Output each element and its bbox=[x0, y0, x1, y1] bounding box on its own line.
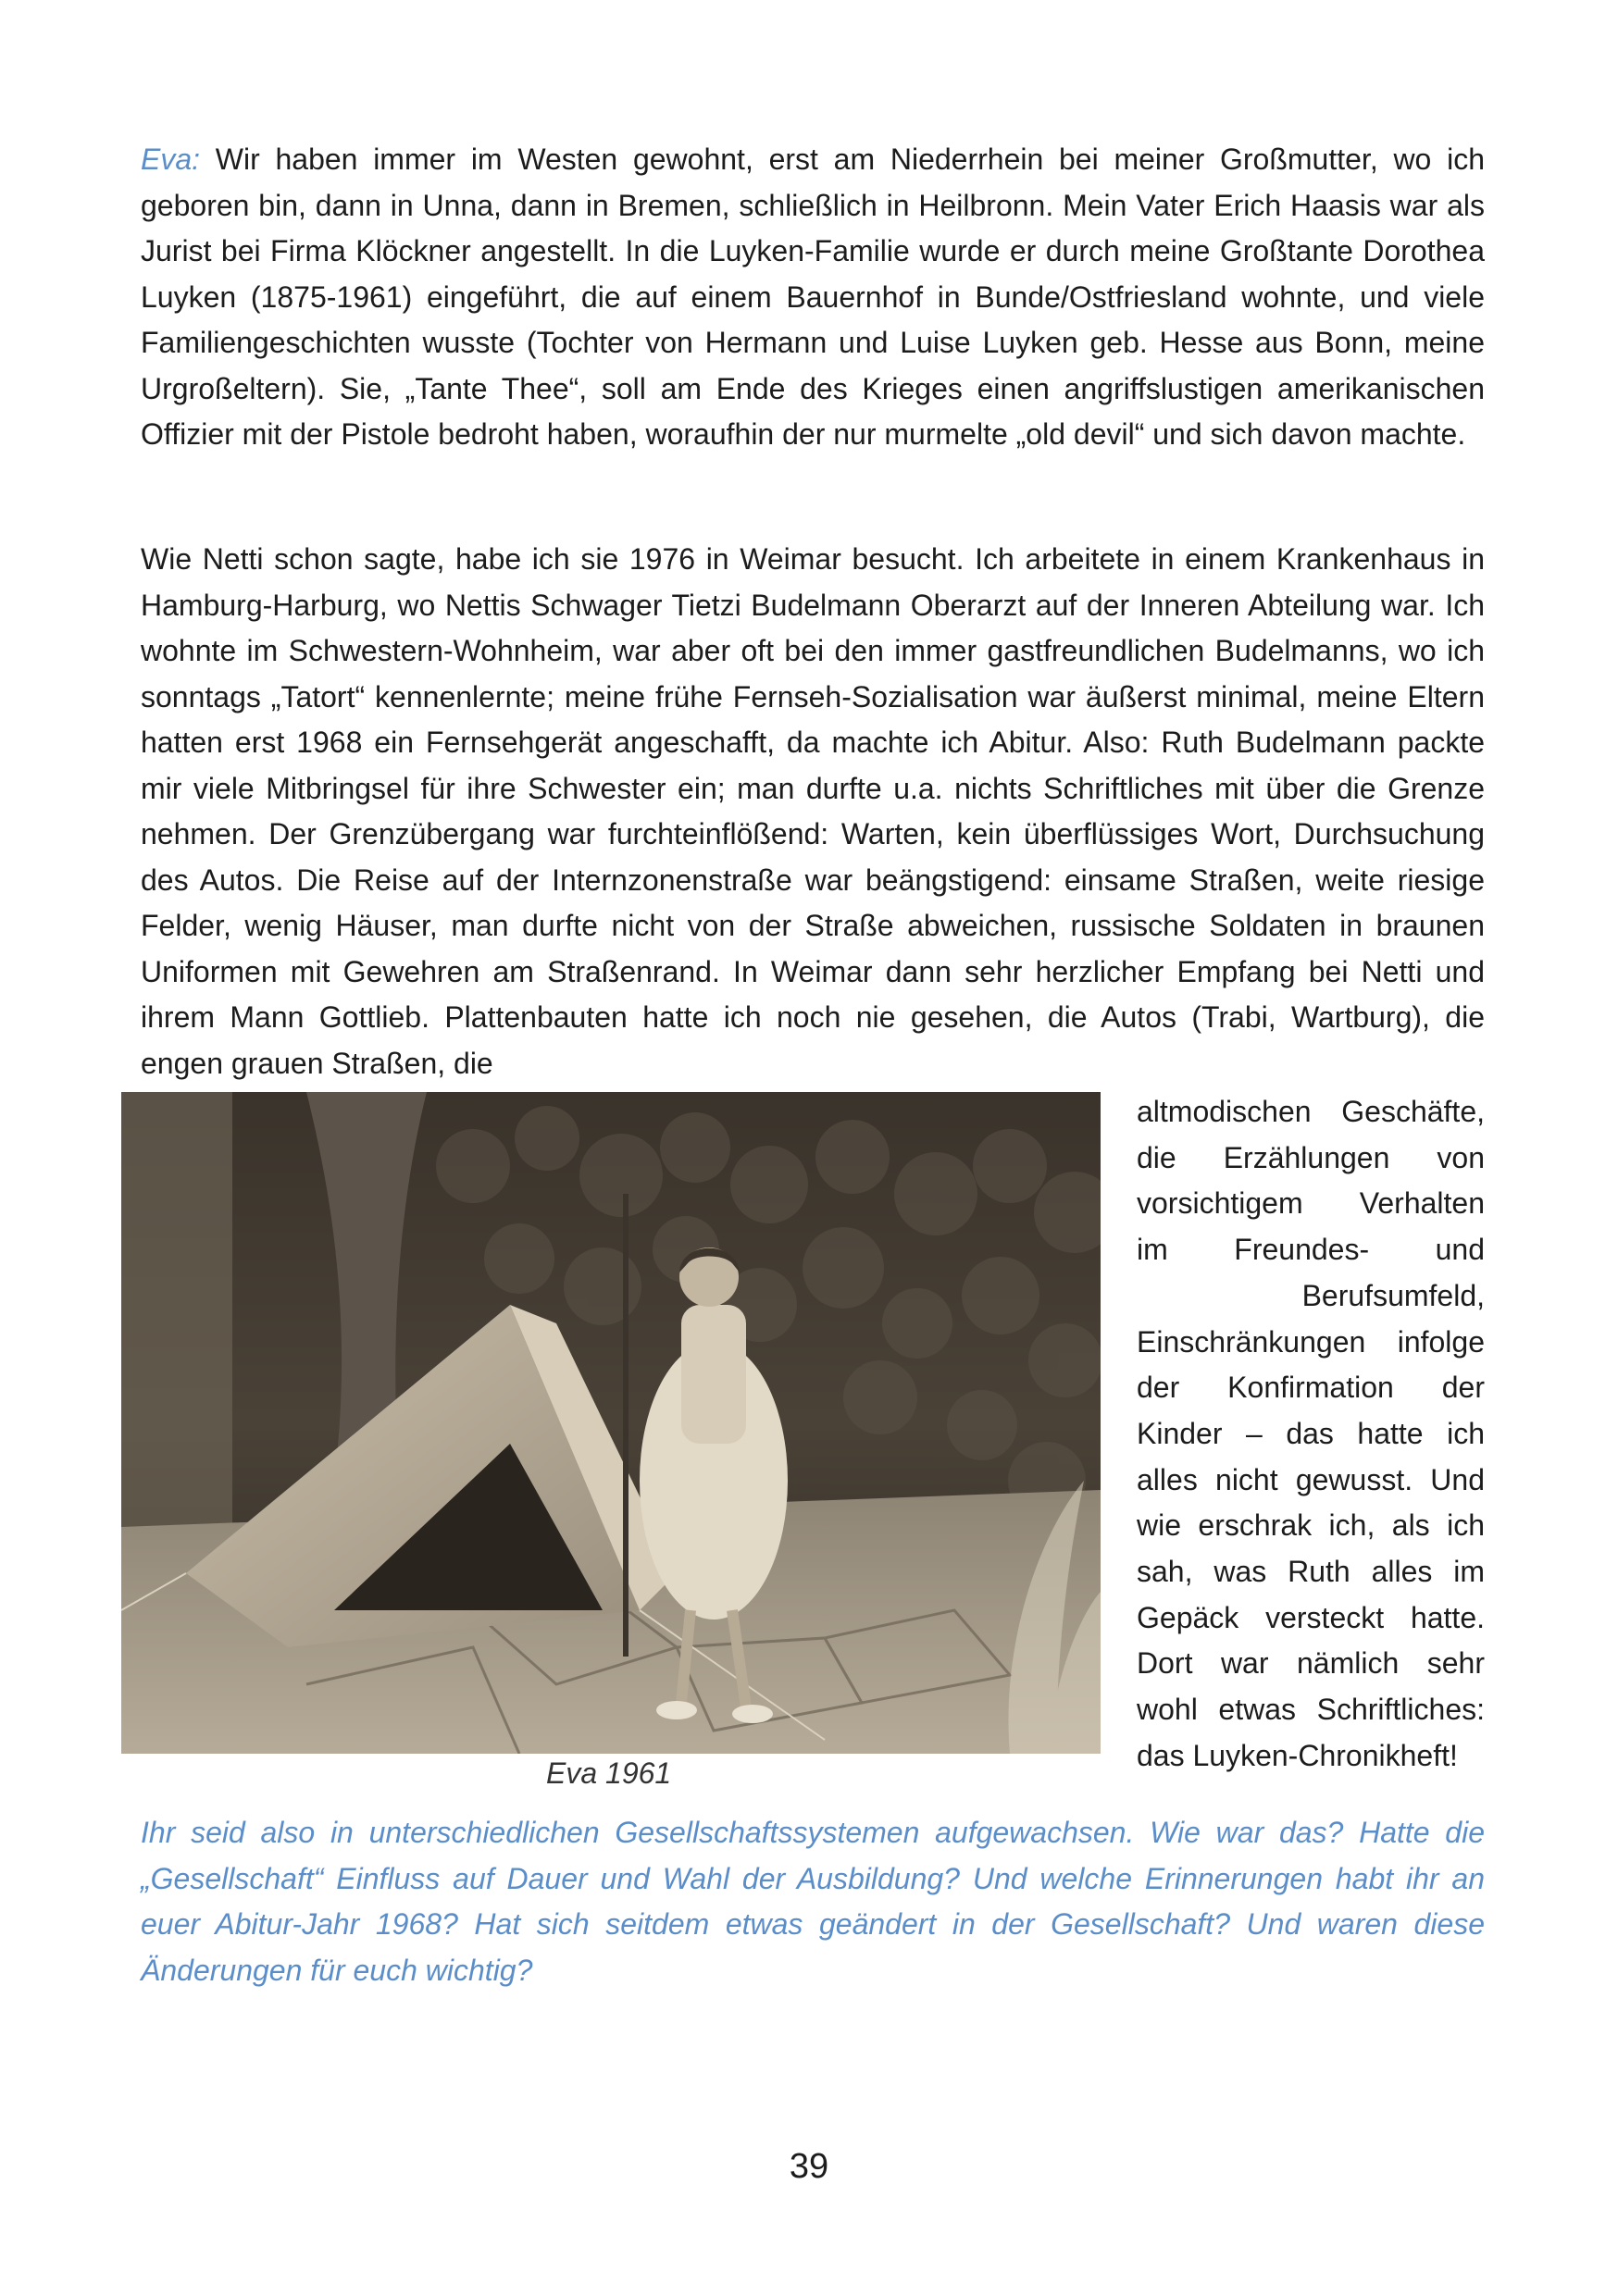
side-text-line: im Freundes- und bbox=[1137, 1233, 1485, 1267]
side-text-column bbox=[1137, 1089, 1485, 1780]
side-text-line: Einschränkungen infolge bbox=[1137, 1324, 1485, 1359]
side-text-line: sah, was Ruth alles im bbox=[1137, 1555, 1485, 1589]
side-text-line: das Luyken-Chronikheft! bbox=[1137, 1738, 1458, 1772]
paragraph-weimar-visit: Wie Netti schon sagte, habe ich sie 1976 in Weimar besucht. Ich arbeitete in einem Krankenhaus in Hamburg-Harburg, wo Nettis Schwager Tietzi Budelmann Oberarzt auf der Inneren Abteilung war. Ich wohnte im Schwestern-Wohnheim, war aber oft bei den immer gastfreundlichen Budelmanns, wo ich sonntags „Tatort“ kennenlernte; meine frühe Fernseh-Sozialisation war äußerst minimal, meine Eltern hatten erst 1968 ein Fernsehgerät angeschafft, da machte ich Abitur. Also: Ruth Budelmann packte mir viele Mitbringsel für ihre Schwester ein; man durfte u.a. nichts Schriftliches mit über die Grenze nehmen. Der Grenzübergang war furchteinflößend: Warten, kein überflüssiges Wort, Durchsuchung des Autos. Die Reise auf der Internzonenstraße war beängstigend: einsame Straßen, weite riesige Felder, wenig Häuser, man durfte nicht von der Straße abweichen, russische Soldaten in braunen Uniformen mit Gewehren am Straßenrand. In Weimar dann sehr herzlicher Empfang bei Netti und ihrem Mann Gottlieb. Plattenbauten hatte ich noch nie gesehen, die Autos (Trabi, Wartburg), die engen grauen Straßen, die bbox=[141, 542, 1485, 1080]
interview-question: Ihr seid also in unterschiedlichen Gesellschaftssystemen aufgewachsen. Wie war das? Hatte die „Gesellschaft“ Einfluss auf Dauer und Wahl der Ausbildung? Und welche Erinnerungen habt ihr an euer Abitur-Jahr 1968? Hat sich seitdem etwas geändert in der Gesellschaft? Und waren diese Änderungen für euch wichtig? bbox=[141, 1816, 1485, 1987]
speaker-label: Eva: bbox=[141, 143, 201, 176]
side-text-line: wohl etwas Schriftliches: bbox=[1137, 1693, 1485, 1727]
side-text-line: Gepäck versteckt hatte. bbox=[1137, 1600, 1485, 1634]
paragraph-text: Wir haben immer im Westen gewohnt, erst am Niederrhein bei meiner Großmutter, wo ich geboren bin, dann in Unna, dann in Bremen, schließlich in Heilbronn. Mein Vater Erich Haasis war als Jurist bei Firma Klöckner angestellt. In die Luyken-Familie wurde er durch meine Großtante Dorothea Luyken (1875-1961) eingeführt, die auf einem Bauernhof in Bunde/Ostfriesland wohnte, und viele Familiengeschichten wusste (Tochter von Hermann und Luise Luyken geb. Hesse aus Bonn, meine Urgroßeltern). Sie, „Tante Thee“, soll am Ende des Krieges einen angriffslustigen amerikanischen Offizier mit der Pistole bedroht haben, woraufhin der nur murmelte „old devil“ und sich davon machte. bbox=[141, 143, 1485, 451]
side-text-line: der Konfirmation der bbox=[1137, 1371, 1485, 1405]
photo-caption: Eva 1961 bbox=[546, 1756, 672, 1790]
side-text-line: altmodischen Geschäfte, bbox=[1137, 1095, 1485, 1128]
tent-photo-illustration bbox=[121, 1092, 1101, 1754]
side-text-line: vorsichtigem Verhalten bbox=[1137, 1186, 1485, 1221]
side-text-line: Berufsumfeld, bbox=[1301, 1278, 1485, 1312]
side-text-line: die Erzählungen von bbox=[1137, 1140, 1485, 1174]
side-text-line: wie erschrak ich, als ich bbox=[1137, 1508, 1485, 1543]
side-text-line: Kinder – das hatte ich bbox=[1137, 1416, 1485, 1450]
side-text-line: Dort war nämlich sehr bbox=[1137, 1646, 1485, 1681]
side-text-line: alles nicht gewusst. Und bbox=[1137, 1462, 1485, 1496]
page-number: 39 bbox=[789, 2147, 829, 2186]
paragraph-eva-intro bbox=[141, 137, 1485, 458]
photo-eva-tent bbox=[121, 1092, 1101, 1754]
